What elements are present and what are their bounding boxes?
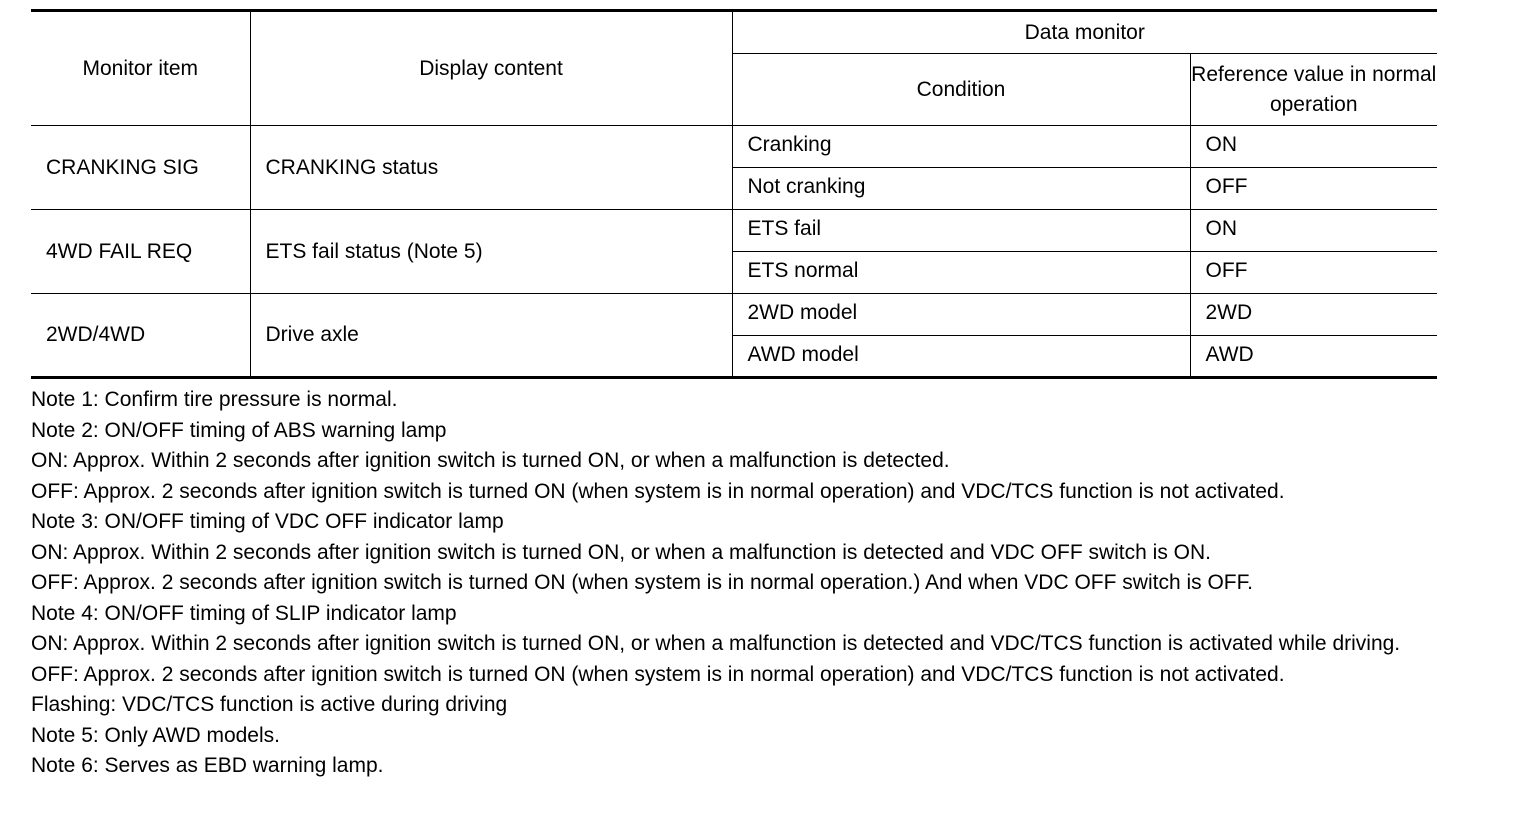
- note-line: OFF: Approx. 2 seconds after ignition switch is turned ON (when system is in normal operation) and VDC/TCS function is not activated.: [31, 479, 1285, 503]
- document-page: [31, 9, 1437, 782]
- note-line: Note 3: ON/OFF timing of VDC OFF indicator lamp: [31, 510, 504, 533]
- note-line: Note 4: ON/OFF timing of SLIP indicator lamp: [31, 601, 457, 625]
- display-content-cell: CRANKING status: [250, 126, 732, 210]
- header-monitor-item: Monitor item: [31, 11, 250, 126]
- note-line: Note 2: ON/OFF timing of ABS warning lamp: [31, 418, 447, 442]
- reference-value-cell: OFF: [1190, 168, 1437, 210]
- data-monitor-table: [31, 9, 1437, 379]
- reference-value-cell: 2WD: [1190, 294, 1437, 336]
- reference-value-cell: ON: [1190, 126, 1437, 168]
- reference-value-cell: OFF: [1190, 252, 1437, 294]
- monitor-item-cell: 2WD/4WD: [31, 294, 250, 378]
- monitor-item-cell: 4WD FAIL REQ: [31, 210, 250, 294]
- note-line: ON: Approx. Within 2 seconds after ignition switch is turned ON, or when a malfunction is detected and VDC/TCS function is activated while driving.: [31, 632, 1401, 655]
- header-reference-value: Reference value in normal operation: [1190, 54, 1437, 126]
- header-display-content: Display content: [250, 11, 732, 126]
- note-line: Note 6: Serves as EBD warning lamp.: [31, 754, 384, 777]
- display-content-cell: ETS fail status (Note 5): [250, 210, 732, 294]
- note-line: OFF: Approx. 2 seconds after ignition switch is turned ON (when system is in normal operation) and VDC/TCS function is not activated.: [31, 662, 1285, 686]
- note-line: Note 1: Confirm tire pressure is normal.: [31, 388, 398, 411]
- display-content-cell: Drive axle: [250, 294, 732, 378]
- header-condition: Condition: [732, 54, 1190, 126]
- note-line: ON: Approx. Within 2 seconds after ignition switch is turned ON, or when a malfunction is detected.: [31, 449, 950, 472]
- condition-cell: AWD model: [732, 336, 1190, 378]
- table-row: [31, 210, 1437, 252]
- header-data-monitor: Data monitor: [732, 11, 1437, 54]
- table-row: [31, 294, 1437, 336]
- monitor-item-cell: CRANKING SIG: [31, 126, 250, 210]
- note-line: OFF: Approx. 2 seconds after ignition switch is turned ON (when system is in normal operation.) And when VDC OFF switch is OFF.: [31, 571, 1253, 594]
- note-line: Note 5: Only AWD models.: [31, 723, 280, 747]
- note-line: ON: Approx. Within 2 seconds after ignition switch is turned ON, or when a malfunction is detected and VDC OFF switch is ON.: [31, 540, 1211, 564]
- reference-value-cell: AWD: [1190, 336, 1437, 378]
- notes-section: [31, 385, 1437, 782]
- condition-cell: 2WD model: [732, 294, 1190, 336]
- condition-cell: ETS normal: [732, 252, 1190, 294]
- note-line: Flashing: VDC/TCS function is active during driving: [31, 693, 508, 716]
- condition-cell: Cranking: [732, 126, 1190, 168]
- reference-value-cell: ON: [1190, 210, 1437, 252]
- condition-cell: ETS fail: [732, 210, 1190, 252]
- table-row: [31, 126, 1437, 168]
- condition-cell: Not cranking: [732, 168, 1190, 210]
